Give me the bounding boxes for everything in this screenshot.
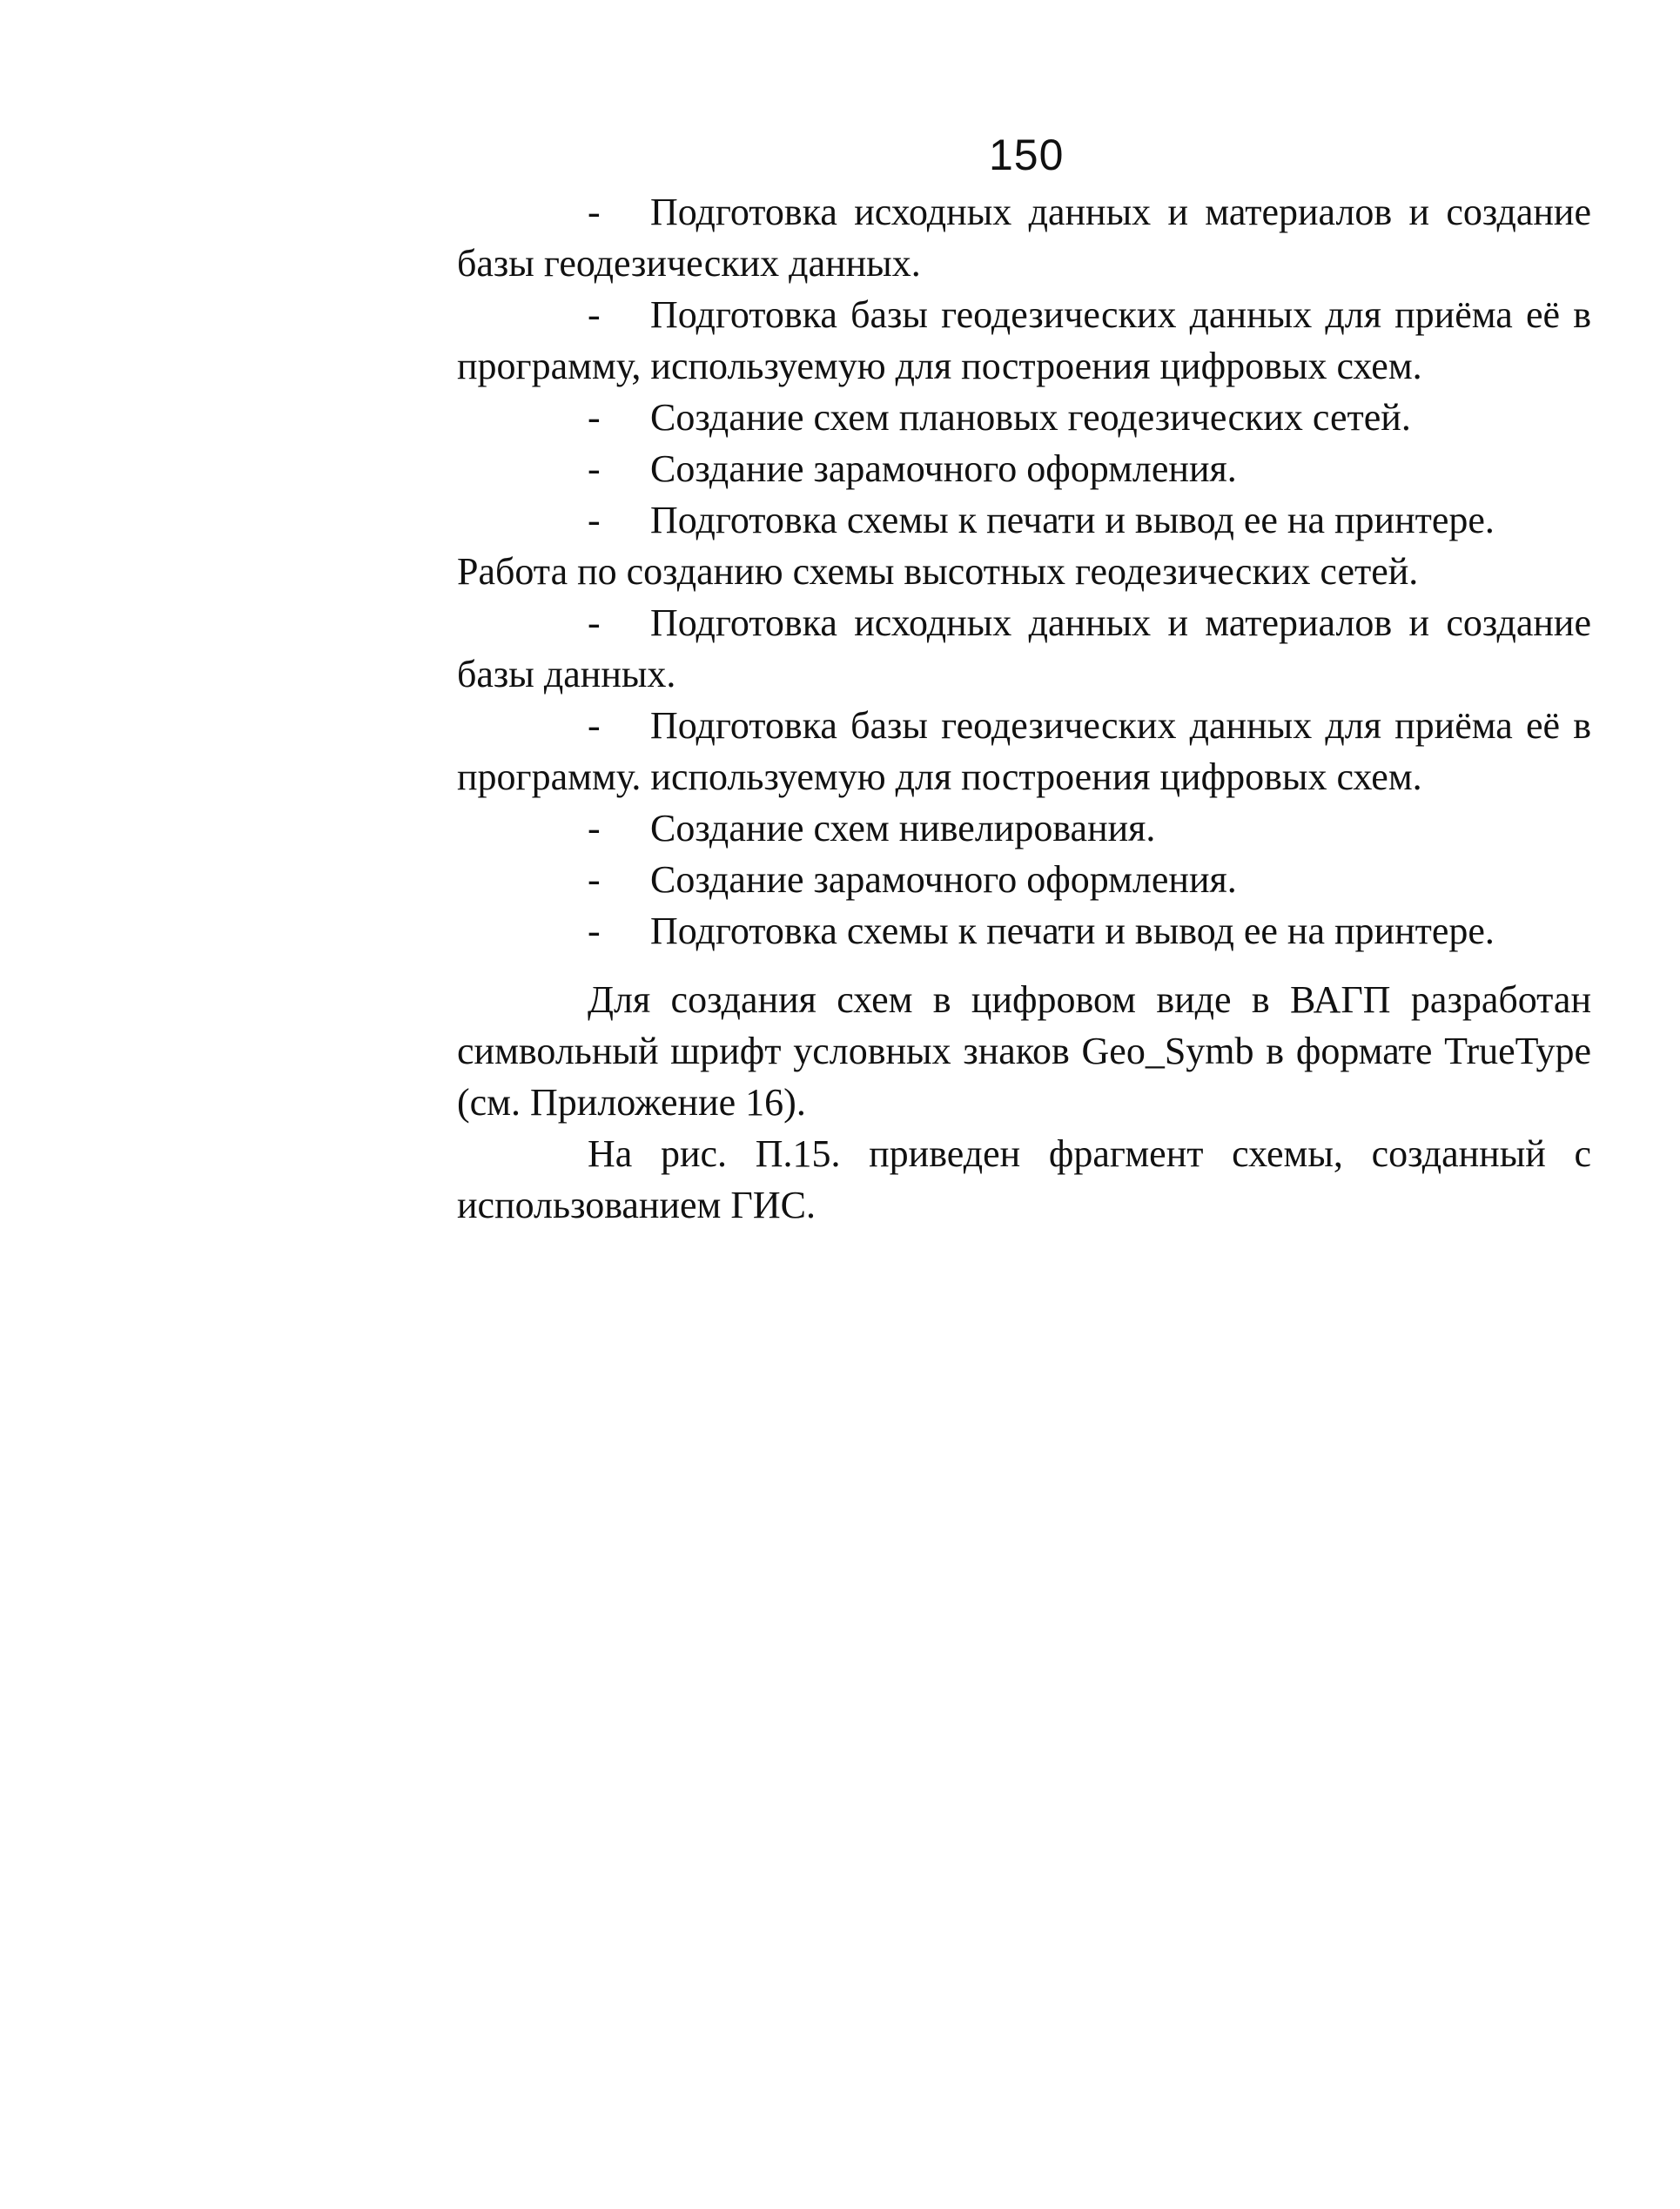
list-dash: - [588,910,601,952]
list-item-text: Подготовка исходных данных и материалов и создание базы геодезических данных. [457,191,1591,285]
list-dash: - [588,293,601,336]
list-item-text: Подготовка исходных данных и материалов и создание базы данных. [457,601,1591,695]
list-item [457,494,1591,546]
list-item-text: Подготовка схемы к печати и вывод ее на принтере. [650,499,1495,541]
list-item-text: Подготовка базы геодезических данных для приёма её в программу. используемую для построения цифровых схем. [457,704,1591,798]
list-item-text: Создание зарамочного оформления. [650,447,1237,490]
list-dash: - [588,858,601,901]
list-item [457,700,1591,802]
list-item-text: Создание зарамочного оформления. [650,858,1237,901]
list-item [457,392,1591,443]
list-dash: - [588,447,601,490]
list-item [457,443,1591,494]
list-item [457,289,1591,392]
list-item [457,186,1591,289]
list-item-text: Подготовка базы геодезических данных для приёма её в программу, используемую для построения цифровых схем. [457,293,1591,387]
list-dash: - [588,396,601,439]
list-item-text: Создание схем нивелирования. [650,807,1156,849]
list-item [457,854,1591,905]
paragraph-font-info: Для создания схем в цифровом виде в ВАГП разработан символьный шрифт условных знаков Geo_Symb в формате TrueType (см. Приложение 16). [457,978,1591,1124]
section-heading: Работа по созданию схемы высотных геодезических сетей. [457,550,1419,593]
list-item [457,905,1591,957]
document-body [457,186,1591,1231]
list-dash: - [588,499,601,541]
list-dash: - [588,704,601,747]
list-item [457,597,1591,700]
list-dash: - [588,191,601,233]
list-dash: - [588,601,601,644]
paragraph-figure-ref: На рис. П.15. приведен фрагмент схемы, созданный с использованием ГИС. [457,1132,1591,1226]
page-number: 150 [989,131,1065,179]
list-item-text: Подготовка схемы к печати и вывод ее на принтере. [650,910,1495,952]
list-dash: - [588,807,601,849]
list-item [457,802,1591,854]
list-item-text: Создание схем плановых геодезических сетей. [650,396,1411,439]
